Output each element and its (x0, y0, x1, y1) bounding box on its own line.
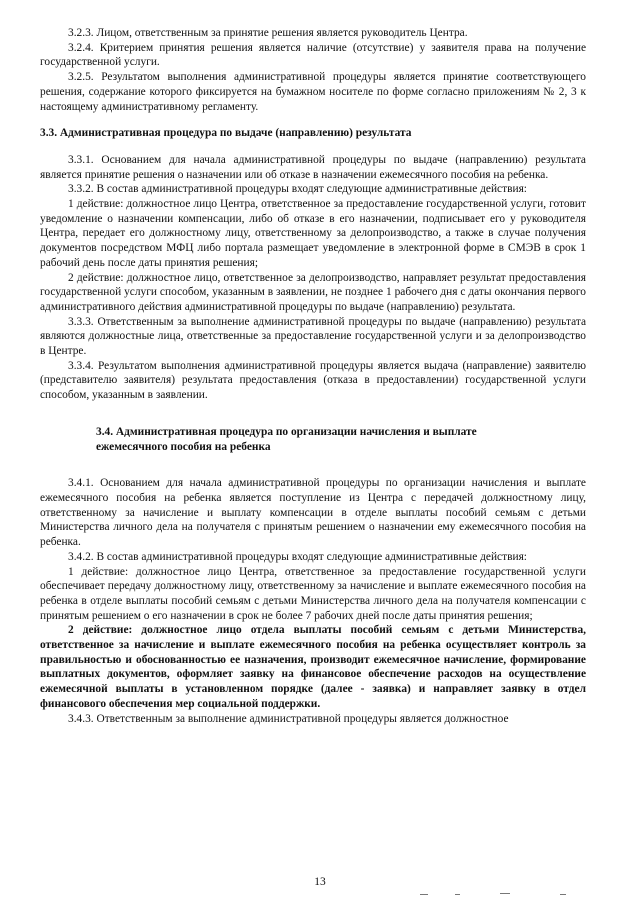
heading-3-4-line-2: ежемесячного пособия на ребенка (96, 440, 271, 453)
paragraph-3-2-4: 3.2.4. Критерием принятия решения является наличие (отсутствие) у заявителя права на получение государственной услуги. (40, 41, 586, 69)
paragraph-3-3-2-action-2: 2 действие: должностное лицо, ответственное за делопроизводство, направляет результат предоставления государственной услуги способом, указанным в заявлении, не позднее 1 рабочего дня с даты окончания первого административного действия административной процедуры по выдаче (направлению) результата. (40, 271, 586, 313)
paragraph-3-3-3: 3.3.3. Ответственным за выполнение административной процедуры по выдаче (направлению) результата являются должностные лица, ответственные за предоставление государственной услуги и за делопроизводство в Центре. (40, 315, 586, 358)
scan-speck (420, 894, 428, 895)
paragraph-3-4-3: 3.4.3. Ответственным за выполнение административной процедуры является должностное (68, 712, 509, 725)
paragraph-3-4-1: 3.4.1. Основанием для начала административной процедуры по организации начисления и выплате ежемесячного пособия на ребенка является поступление из Центра с передачей должностному лицу, ответственному за начисление и выплату компенсации в отделе выплаты пособий семьям с детьми Министерства личного дела на получателя с принятым решением о назначении ему ежемесячного пособия на ребенка. (40, 477, 586, 549)
paragraph-3-3-4: 3.3.4. Результатом выполнения административной процедуры является выдача (направление) заявителю (представителю заявителя) результата предоставления (отказа в предоставлении) государственной услуги способом, указанным в заявлении. (40, 359, 586, 402)
document-body (40, 26, 586, 726)
paragraph-3-3-1: 3.3.1. Основанием для начала административной процедуры по выдаче (направлению) результата является принятие решения о назначении или об отказе в назначении ежемесячного пособия на ребенка. (40, 153, 586, 181)
paragraph-3-4-2: 3.4.2. В состав административной процедуры входят следующие административные действия: (68, 550, 527, 563)
paragraph-3-3-2: 3.3.2. В состав административной процедуры входят следующие административные действия: (68, 183, 527, 196)
scan-speck (455, 894, 460, 895)
scan-speck (560, 894, 566, 895)
paragraph-3-4-2-action-1: 1 действие: должностное лицо Центра, ответственное за предоставление государственной услуги обеспечивает передачу должностному лицу, ответственному за начисление и выплате ежемесячного пособия на ребенка в отделе выплаты пособий семьям с детьми Министерства личного дела на получателя компенсации с принятым решением о его назначении в срок не более 7 рабочих дней после даты принятия решения; (40, 565, 586, 622)
paragraph-3-2-3: 3.2.3. Лицом, ответственным за принятие решения является руководитель Центра. (68, 27, 468, 39)
scan-speck (500, 893, 510, 894)
heading-3-3: 3.3. Административная процедура по выдаче (направлению) результата (40, 127, 412, 140)
paragraph-3-2-5: 3.2.5. Результатом выполнения административной процедуры является принятие соответствующего решения, содержание которого фиксируется на бумажном носителе по форме согласно приложениям № 2, 3 к настоящему административному регламенту. (40, 71, 586, 113)
paragraph-3-3-2-action-1: 1 действие: должностное лицо Центра, ответственное за предоставление государственной услуги, готовит уведомление о назначении компенсации, либо об отказе в его назначении, подписывает его у руководителя Центра, передает его должностному лицу, ответственному за делопроизводство, а также в случае получения документов посредством МФЦ либо портала размещает уведомление в электронной форме в СМЭВ в срок 1 рабочий день после даты принятия решения; (40, 198, 586, 269)
paragraph-3-4-2-action-2: 2 действие: должностное лицо отдела выплаты пособий семьям с детьми Министерства, ответственное за начисление и выплате ежемесячного пособия на ребенка осуществляет контроль за правильностью и обоснованностью ее назначения, производит ежемесячное начисление, формирование выплатных документов, оформляет заявку на финансовое обеспечение расходов на осуществление ежемесячной выплаты в установленном порядке (далее - заявка) и направляет заявку в отдел финансового обеспечения мер социальной поддержки. (40, 624, 586, 710)
page-number: 13 (314, 876, 326, 888)
heading-3-4-line-1: 3.4. Административная процедура по организации начисления и выплате (96, 425, 477, 438)
